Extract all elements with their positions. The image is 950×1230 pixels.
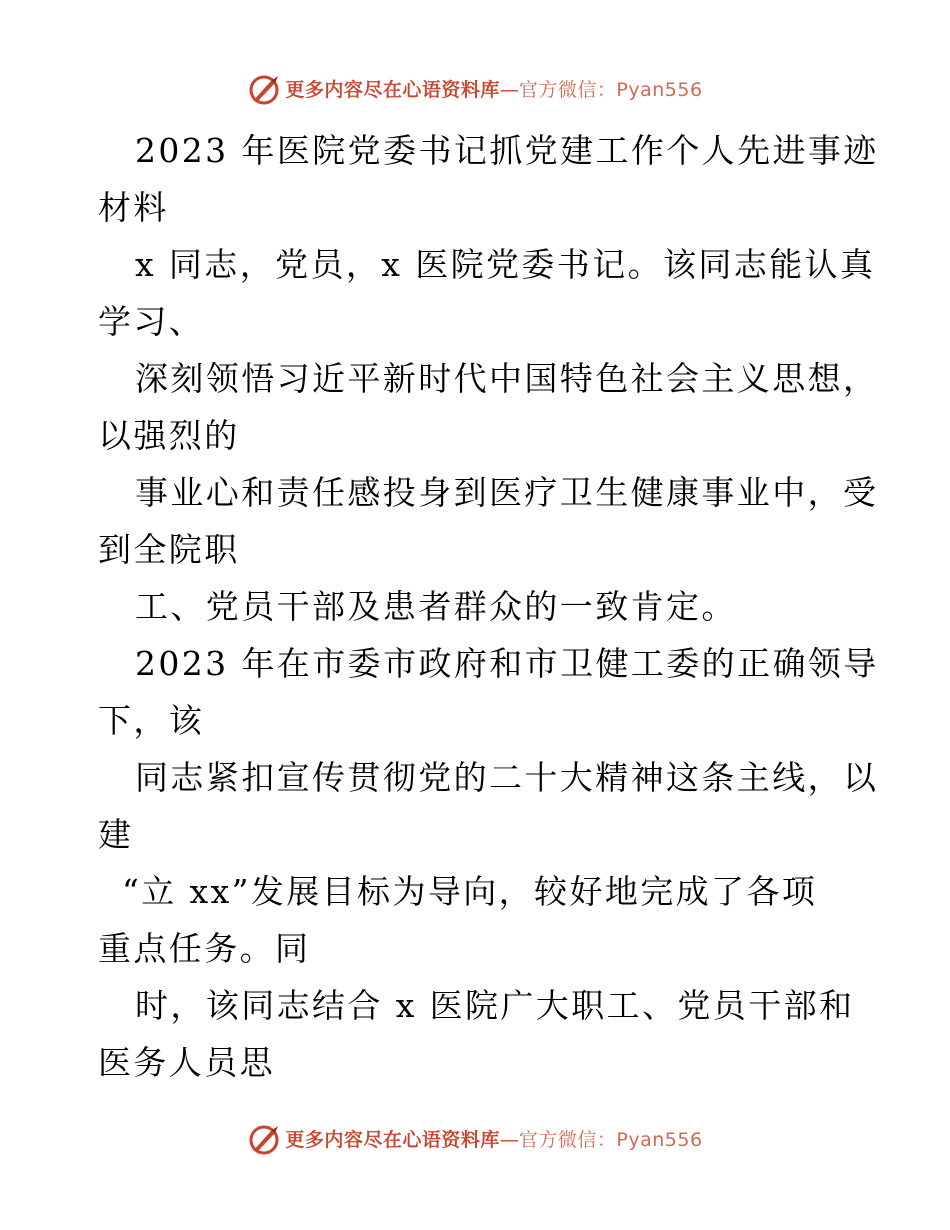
quill-pen-logo-icon (247, 73, 281, 107)
document-title-line: 材料 (98, 188, 169, 227)
banner-dash: — (499, 79, 519, 101)
paragraph-line: 时，该同志结合 x 医院广大职工、党员干部和 (135, 986, 855, 1025)
banner-site-text: 更多内容尽在心语资料库 (285, 79, 500, 101)
paragraph-line: x 同志，党员，x 医院党委书记。该同志能认真 (135, 245, 876, 284)
banner-site-text: 更多内容尽在心语资料库 (285, 1129, 500, 1151)
paragraph-line: 建 (98, 815, 134, 854)
paragraph-line: 2023 年在市委市政府和市卫健工委的正确领导 (135, 644, 879, 683)
paragraph-line: 医务人员思 (98, 1043, 275, 1082)
paragraph-line: 同志紧扣宣传贯彻党的二十大精神这条主线，以 (135, 758, 879, 797)
document-body (98, 122, 879, 1091)
paragraph-line: 以强烈的 (98, 416, 240, 455)
paragraph-line: 学习、 (98, 302, 205, 341)
banner-dash: — (499, 1129, 519, 1151)
paragraph-line: 下，该 (98, 701, 205, 740)
paragraph-line: “立 xx”发展目标为导向，较好地完成了各项 (122, 872, 818, 911)
quill-pen-logo-icon (247, 1123, 281, 1157)
paragraph-line: 重点任务。同 (98, 929, 311, 968)
document-title-line: 2023 年医院党委书记抓党建工作个人先进事迹 (135, 131, 879, 170)
paragraph-line: 深刻领悟习近平新时代中国特色社会主义思想， (135, 359, 879, 398)
header-banner (0, 70, 950, 110)
banner-contact-text: 官方微信：Pyan556 (518, 1129, 703, 1151)
paragraph-line: 工、党员干部及患者群众的一致肯定。 (135, 587, 737, 626)
paragraph-line: 事业心和责任感投身到医疗卫生健康事业中，受 (135, 473, 879, 512)
footer-banner (0, 1120, 950, 1160)
banner-contact-text: 官方微信：Pyan556 (518, 79, 703, 101)
paragraph-line: 到全院职 (98, 530, 240, 569)
